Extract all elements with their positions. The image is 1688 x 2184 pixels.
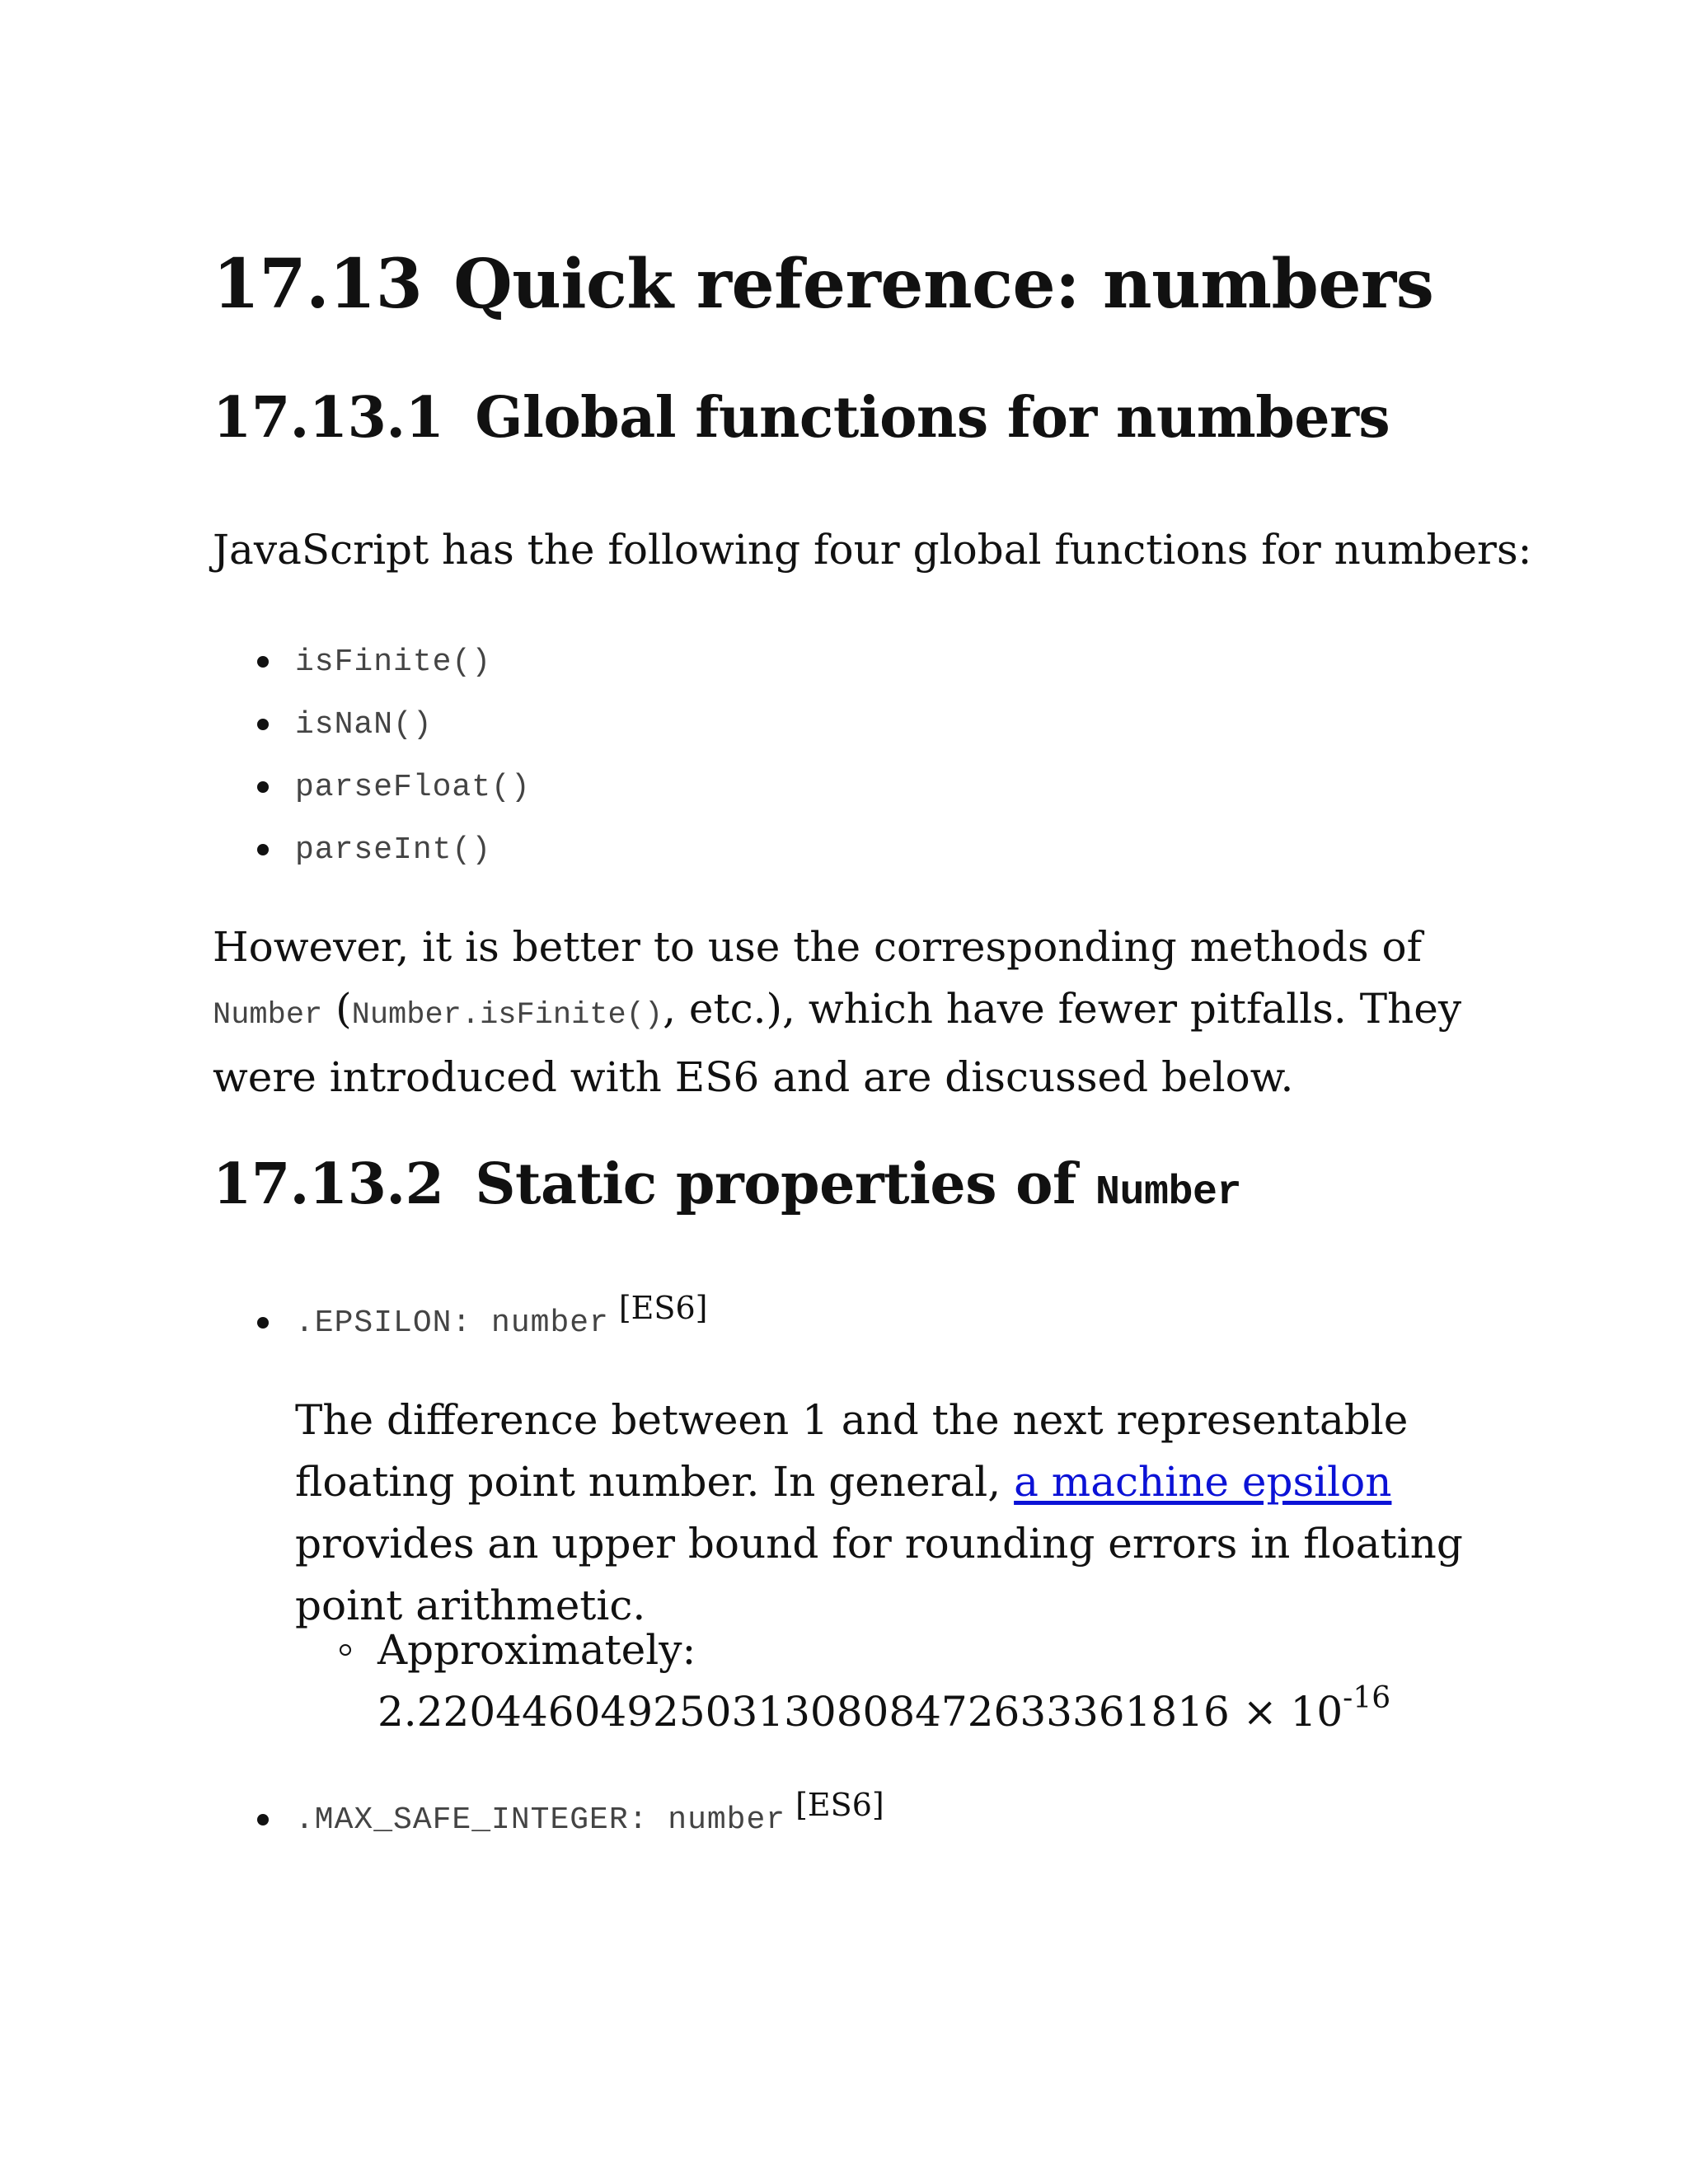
list-item: [213, 756, 531, 818]
approximation-item: [295, 1619, 1548, 1747]
epsilon-description: [295, 1390, 1515, 1637]
inline-code: Number: [213, 998, 323, 1033]
inline-code: Number.isFinite(): [351, 998, 663, 1033]
subsection-number: 17.13.1: [213, 385, 444, 451]
property-item-epsilon: [213, 1290, 707, 1356]
subsection-heading-global-functions: [213, 387, 1390, 449]
property-item-max-safe-integer: [213, 1787, 884, 1853]
note-text: However, it is better to use the corresponding methods of: [213, 923, 1423, 971]
circle-bullet-icon: [340, 1644, 351, 1656]
section-number: 17.13: [213, 245, 423, 324]
function-code: parseFloat(): [295, 769, 531, 805]
exponent: -16: [1343, 1681, 1391, 1715]
function-code: isNaN(): [295, 706, 433, 743]
subsection-title: Static properties of: [475, 1151, 1095, 1217]
property-signature: .EPSILON: number: [295, 1305, 609, 1341]
es6-tag: [ES6]: [795, 1787, 884, 1823]
subsection-title: Global functions for numbers: [475, 385, 1390, 451]
note-paragraph: [213, 916, 1498, 1108]
section-title: Quick reference: numbers: [453, 245, 1434, 324]
global-functions-list: [213, 630, 531, 881]
bullet-icon: [257, 1317, 269, 1329]
function-code: parseInt(): [295, 832, 492, 868]
bullet-icon: [257, 656, 269, 668]
section-heading: [213, 245, 1434, 324]
description-text: The difference between 1 and the next representable floating point number. In general,: [295, 1396, 1409, 1506]
note-text: , etc.), which have fewer pitfalls. They were introduced with ES6 and are discussed below.: [213, 985, 1462, 1101]
intro-paragraph: JavaScript has the following four global functions for numbers:: [213, 526, 1532, 574]
subsection-title-code: Number: [1095, 1169, 1241, 1216]
bullet-icon: [257, 781, 269, 793]
bullet-icon: [257, 719, 269, 730]
bullet-icon: [257, 1814, 269, 1825]
bullet-icon: [257, 844, 269, 855]
machine-epsilon-link[interactable]: a machine epsilon: [1014, 1458, 1392, 1506]
description-text: provides an upper bound for rounding errors in floating point arithmetic.: [295, 1520, 1463, 1629]
es6-tag: [ES6]: [618, 1290, 708, 1326]
approximation-text: Approximately: 2.2204460492503130808472633361816 × 10: [377, 1626, 1343, 1736]
subsection-heading-static-properties: [213, 1151, 1241, 1217]
property-signature: .MAX_SAFE_INTEGER: number: [295, 1802, 786, 1838]
list-item: [213, 630, 531, 693]
list-item: [213, 693, 531, 756]
subsection-number: 17.13.2: [213, 1151, 444, 1217]
note-text: (: [322, 985, 352, 1033]
function-code: isFinite(): [295, 644, 492, 680]
list-item: [213, 818, 531, 881]
